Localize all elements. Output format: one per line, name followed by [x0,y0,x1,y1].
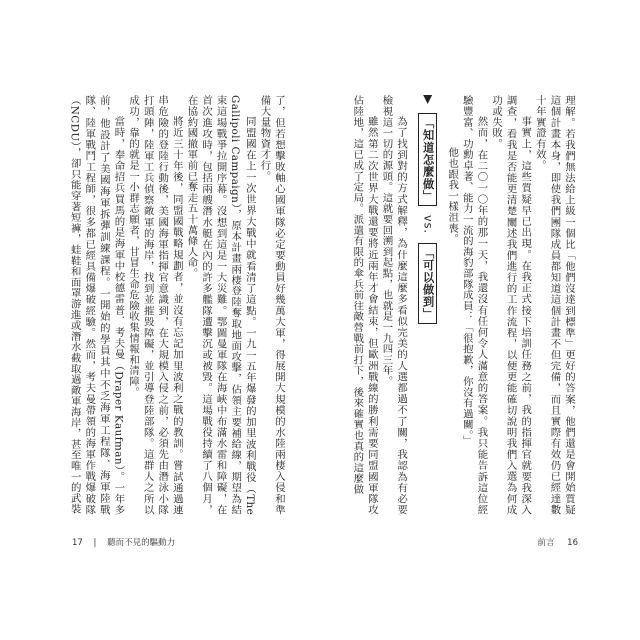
paragraph: 雖然第二次世界大戰還要將近兩年才會結束，但歐洲戰線的勝利需要同盟國軍隊攻佔陸地，這已成了定局。派遣有限的傘兵前往敵營戰前打下，後來確實也真的這麼做 [351,95,378,515]
paragraph: 理解。若我們無法給上級一個比「他們沒達到標準」更好的答案，他們還是會開始質疑這個計畫本身，即使我們團隊成員都知道這個計畫不但完備，而且實際有效仍已經達數十年實證有效。 [533,95,575,515]
triangle-marker-icon [423,95,432,104]
right-page-footer [537,536,578,548]
page-number: 17 [72,538,83,548]
chapter-title: 聽而不見的驅動力 [107,538,176,548]
paragraph: 然而，在二〇一〇年的那一天，我還沒有任何令人滿意的答案。我只能告訴這位經驗豐富、功勳卓著、能力一流的海豹部隊成員：「很抱歉，你沒有過關。」 [460,95,488,515]
book-gutter [318,80,319,550]
left-page-body [66,95,286,515]
paragraph: 事實上，這些質疑早已出現。在我正式接下培訓任務之前，我的指揮官就要我深入調查，看我是否能更清楚闡述我們進行的工作流程，以便更能確切說明我們入選為何成功或失敗。 [490,95,532,515]
paragraph: 了，但若想擊敗軸心國軍隊必定要動員好幾萬大軍，得展開大規模的水陸兩棲入侵和準備大量物資才行。 [258,95,285,515]
heading-part-can-do: 「可以做到」 [418,243,437,324]
paragraph: 同盟國在上一次世界大戰中就看清了這點。一九一五年爆發的加里波利戰役（The Gallipoli Campaign），原本計畫兩棲登陸奪取地面攻擊，佔領主要補給線，期望為結束這場戰爭拉開序幕。沒想到這是一大災難。鄂圖曼軍隊在海峽中布滿水雷和障礙，在首次進攻時，包括兩艘潛水艇在內的許多艦隊遭擊沉或被毀。這場戰役持續了八個月，在協約國撤軍前已奪走五十萬條人命。 [185,95,256,515]
right-page [338,95,576,515]
section-title: 前言 [537,538,555,548]
paragraph: 為了找到對的方式解釋，為什麼這麼多看似完美的人選都過不了關，我認為有必要檢視這一切的源頭。這就要回溯到起點，也就是一九四三年。 [380,95,408,515]
heading-vs: vs. [421,215,435,235]
footer-separator: | [93,538,97,548]
paragraph: 他也跟我一樣沮喪。 [446,147,459,245]
paragraph: 將近三十年後，同盟國戰略規劃者，並沒有忘記加里波利之戰的教訓。嘗試通過連串危險的登陸行動後，美國海軍指揮官意識到，在大規模入侵之前，必須先由潛泳小隊打頭陣，陸軍工兵偵察敵軍的海岸，找到並摧毀障礙，並引導登陸部隊。這群人之所以成功，靠的就是一小群志願者，甘冒生命危險收集情報和清障。 [127,95,183,515]
page-number: 16 [567,538,578,548]
paragraph: 當時，奉命招兵買馬的是海軍中校德雷普．考夫曼（Draper Kaufman）。一年多前，他設計了美國海軍拆彈訓練課程。一開始的學員其中不乏海軍工程隊、海軍陸戰隊、陸軍戰鬥工程師，很多都已經具備爆破經驗。然而，考夫曼帶領的海軍作戰爆破隊（NCDU），卻只能穿著短褲，蛙鞋和面罩游進或潛水截取過敵軍海岸，甚至唯一的武裝 [68,95,125,515]
right-page-body [350,95,576,515]
left-page-footer [72,536,175,548]
section-heading [418,95,437,324]
left-page [66,95,286,515]
heading-part-know-how: 「知道怎麼做」 [418,113,437,206]
